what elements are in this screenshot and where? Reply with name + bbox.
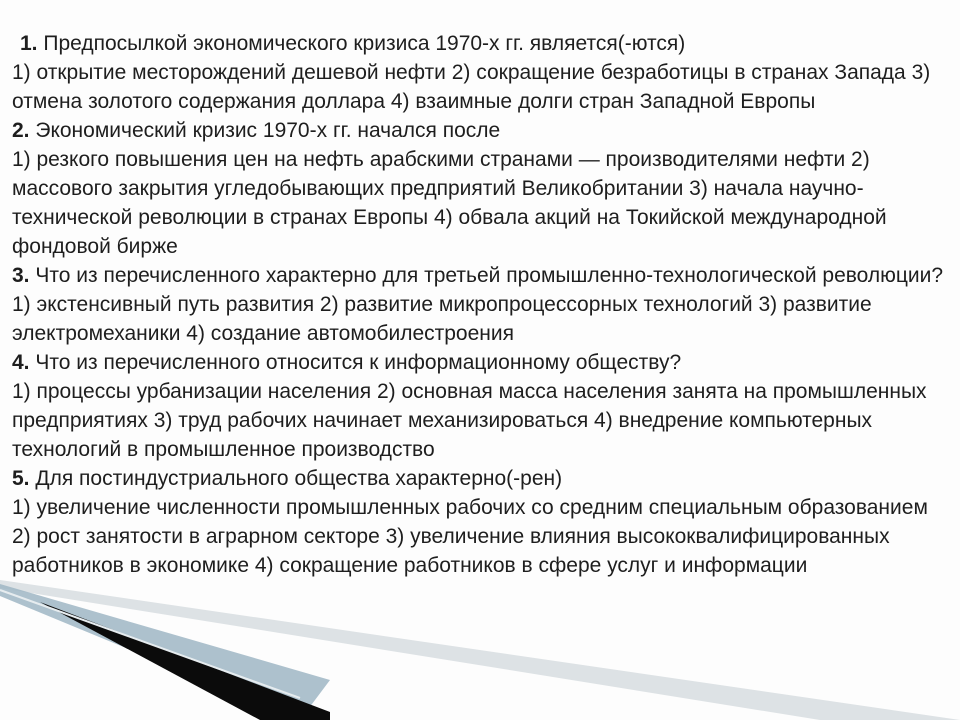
answer-options: 1) увеличение численности промышленных рабочих со средним специальным образованием 2) рост занятости в аграрном секторе 3) увеличение влияния высококвалифицированных работников в экономике 4) сокращение работников в сфере услуг и информации bbox=[12, 496, 928, 577]
question-text bbox=[12, 348, 947, 377]
question-text bbox=[12, 464, 947, 493]
question-item-5 bbox=[12, 464, 947, 580]
question-label: Для постиндустриального общества характерно(-рен) bbox=[35, 467, 563, 490]
question-number: 2. bbox=[12, 119, 30, 142]
answer-options: 1) открытие месторождений дешевой нефти 2) сокращение безработицы в странах Запада 3) отмена золотого содержания доллара 4) взаимные долги стран Западной Европы bbox=[12, 61, 931, 113]
answer-options: 1) экстенсивный путь развития 2) развитие микропроцессорных технологий 3) развитие электромеханики 4) создание автомобилестроения bbox=[12, 293, 872, 345]
answer-options: 1) резкого повышения цен на нефть арабскими странами — производителями нефти 2) массового закрытия угледобывающих предприятий Великобритании 3) начала научно-технической революции в странах Европы 4) обвала акций на Токийской международной фондовой бирже bbox=[12, 148, 887, 258]
question-label: Предпосылкой экономического кризиса 1970-х гг. является(-ются) bbox=[43, 32, 686, 55]
question-item-2 bbox=[12, 116, 947, 261]
question-text bbox=[12, 29, 947, 58]
question-number: 5. bbox=[12, 467, 30, 490]
question-label: Что из перечисленного относится к информационному обществу? bbox=[35, 351, 682, 374]
question-label: Экономический кризис 1970-х гг. начался после bbox=[35, 119, 501, 142]
decorative-swoosh bbox=[0, 580, 960, 720]
question-number: 1. bbox=[20, 32, 38, 55]
question-number: 3. bbox=[12, 264, 30, 287]
question-label: Что из перечисленного характерно для третьей промышленно-технологической революции? bbox=[35, 264, 944, 287]
question-text bbox=[12, 261, 947, 290]
questions-list bbox=[12, 29, 947, 580]
question-item-4 bbox=[12, 348, 947, 464]
question-text bbox=[12, 116, 947, 145]
question-item-1 bbox=[12, 29, 947, 116]
question-item-3 bbox=[12, 261, 947, 348]
question-number: 4. bbox=[12, 351, 30, 374]
answer-options: 1) процессы урбанизации населения 2) основная масса населения занята на промышленных предприятиях 3) труд рабочих начинает механизироваться 4) внедрение компьютерных технологий в промышленное производство bbox=[12, 380, 927, 461]
